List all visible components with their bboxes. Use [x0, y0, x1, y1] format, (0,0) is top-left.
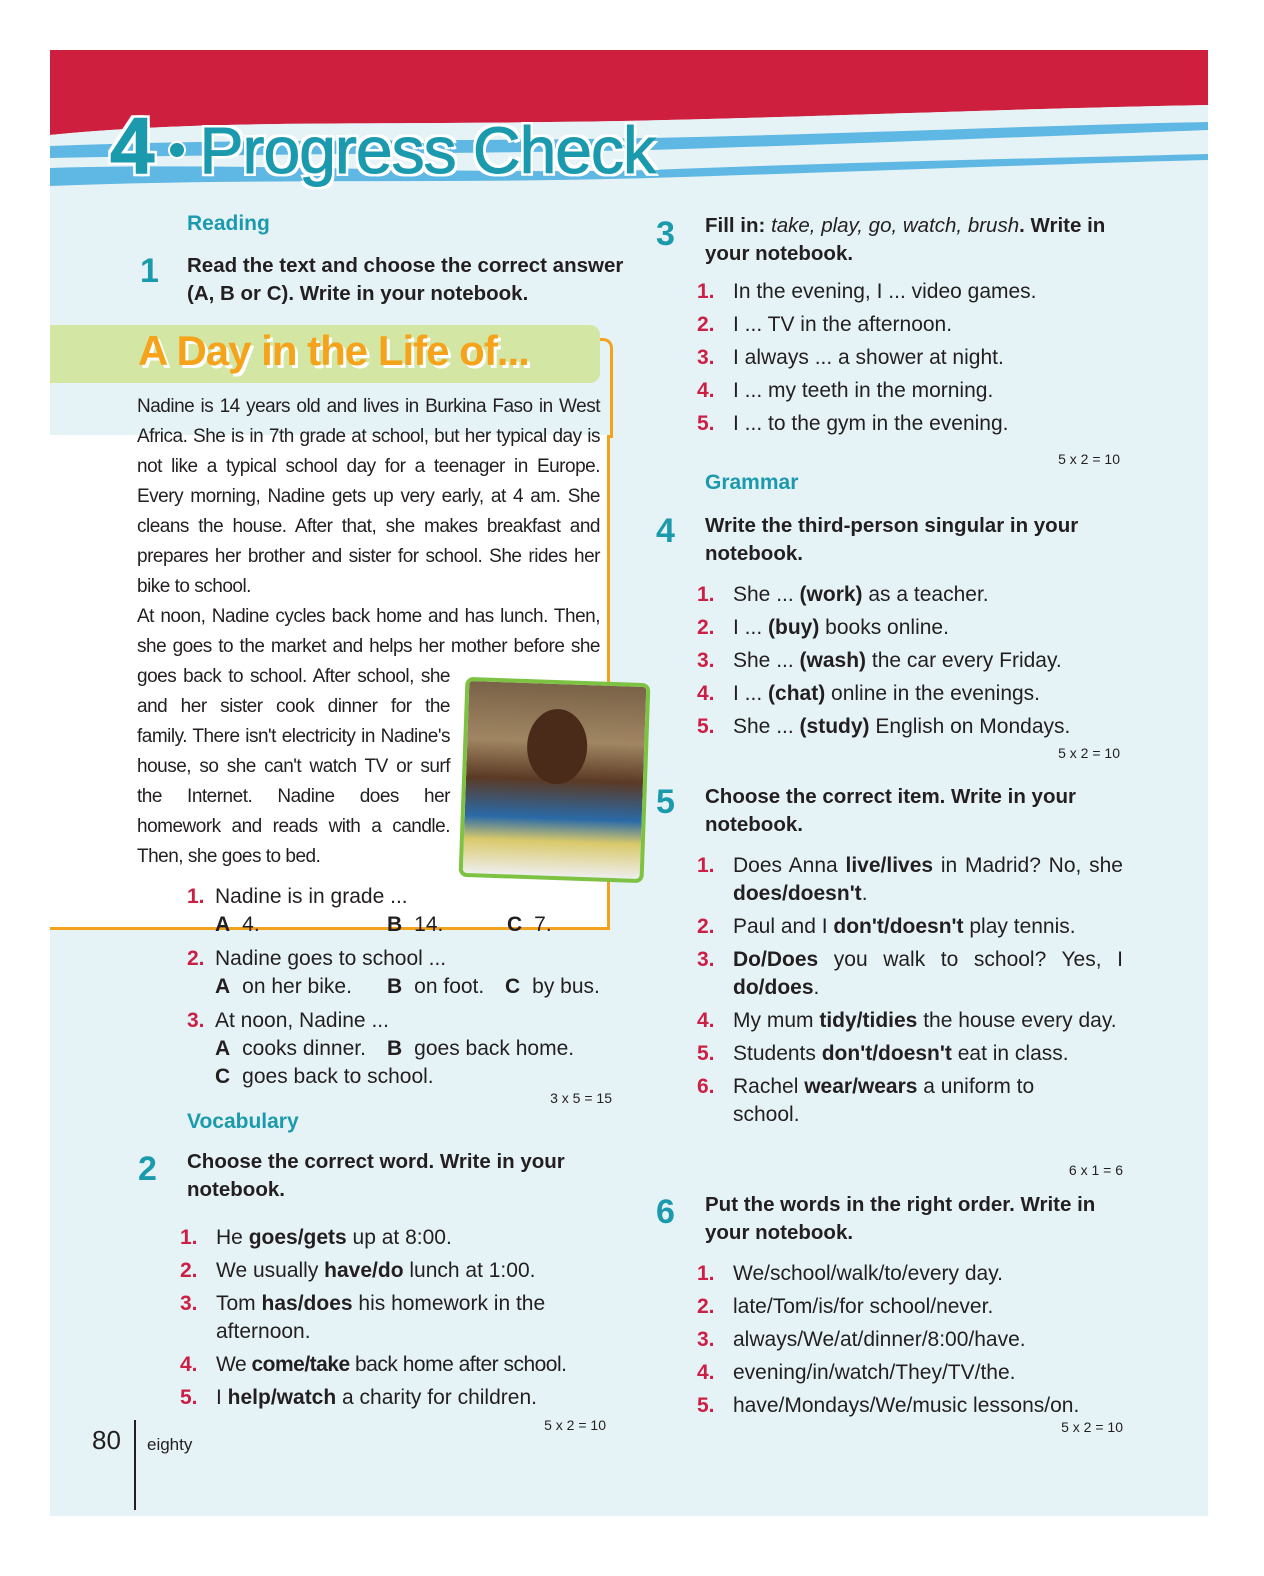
item-choice: has/does [261, 1292, 353, 1315]
option-letter: A [215, 975, 231, 998]
item-number: 4. [697, 682, 715, 705]
page-footer [92, 1425, 193, 1456]
textbook-page [50, 50, 1208, 1516]
page-word: eighty [147, 1435, 193, 1454]
option-letter: A [215, 1037, 231, 1060]
question-text: Nadine goes to school ... [215, 947, 447, 970]
item-text: in Madrid? No, she [933, 854, 1123, 877]
item-number: 3. [697, 1328, 715, 1351]
item-choice: Do/Does [733, 948, 819, 971]
instruction-label: Fill in: [705, 214, 766, 237]
footer-divider [134, 1420, 136, 1510]
item-number: 5. [697, 412, 715, 435]
question-number: 1. [187, 885, 205, 908]
unit-number: 4 [110, 101, 154, 190]
list-item [697, 1359, 1147, 1387]
ex3-items [697, 278, 1147, 443]
item-text: We/school/walk/to/every day. [733, 1262, 1004, 1285]
item-text: I ... [733, 616, 769, 639]
item-text: always/We/at/dinner/8:00/have. [733, 1328, 1026, 1351]
title-text: Progress Check [199, 113, 656, 187]
section-grammar: Grammar [705, 471, 799, 494]
list-item [697, 1073, 1123, 1129]
word-bank: take, play, go, watch, brush [771, 214, 1020, 237]
item-text: I ... to the gym in the evening. [733, 412, 1009, 435]
item-number: 5. [697, 1394, 715, 1417]
list-item [697, 278, 1147, 306]
item-text: play tennis. [963, 915, 1076, 938]
option-a: 4. [242, 913, 260, 936]
item-text: Tom [216, 1292, 262, 1315]
option-c: by bus. [532, 975, 600, 998]
item-number: 5. [697, 715, 715, 738]
item-text: We usually [216, 1259, 325, 1282]
option-b: goes back home. [414, 1037, 575, 1060]
option-letter: C [215, 1065, 231, 1088]
item-text: the car every Friday. [866, 649, 1062, 672]
section-vocabulary: Vocabulary [187, 1110, 299, 1133]
exercise-number: 2 [138, 1150, 157, 1188]
section-reading: Reading [187, 212, 270, 235]
item-text: English on Mondays. [869, 715, 1071, 738]
item-text: up at 8:00. [346, 1226, 452, 1249]
option-c: 7. [534, 913, 552, 936]
option-letter: B [387, 1037, 403, 1060]
grammar-items [697, 581, 1147, 746]
option-c: goes back to school. [242, 1065, 434, 1088]
score: 5 x 2 = 10 [1061, 1419, 1123, 1435]
list-item [697, 1007, 1123, 1035]
item-verb: (study) [799, 715, 870, 738]
item-choice: tidy/tidies [819, 1009, 918, 1032]
item-text: back home after school. [349, 1353, 567, 1376]
instruction-text: . Write in your notebook. [705, 214, 1106, 265]
ex5-items [697, 852, 1123, 1134]
list-item [697, 647, 1147, 675]
ex6-items [697, 1260, 1147, 1425]
item-text: In the evening, I ... video games. [733, 280, 1037, 303]
item-choice: does/doesn't [733, 882, 862, 905]
exercise-number: 1 [140, 252, 159, 290]
item-text: I ... [733, 682, 769, 705]
exercise-instruction: Write the third-person singular in your notebook. [705, 514, 1079, 565]
option-b: on foot. [414, 975, 485, 998]
item-number: 4. [180, 1353, 198, 1376]
option-letter: B [387, 975, 403, 998]
question [187, 945, 627, 1001]
item-number: 6. [697, 1075, 715, 1098]
item-choice: live/lives [845, 854, 934, 877]
option-b: 14. [414, 913, 444, 936]
score: 6 x 1 = 6 [1068, 1162, 1123, 1178]
item-text: She ... [733, 649, 800, 672]
item-choice: help/watch [227, 1386, 337, 1409]
exercise-instruction [705, 212, 1125, 268]
question-number: 2. [187, 947, 205, 970]
passage-paragraph: Nadine is 14 years old and lives in Burkina Faso in West Africa. She is in 7th grade at school, but her typical day is not like a typical school day for a teenager in Europe. Every morning, Nadine gets up very early, at 4 am. She cleans the house. After that, she makes breakfast and prepares her brother and sister for school. She rides her bike to school. [137, 396, 600, 597]
option-letter: B [387, 913, 403, 936]
story-title-bar [50, 325, 600, 383]
exercise-instruction: Put the words in the right order. Write in your notebook. [705, 1193, 1096, 1244]
question-text: Nadine is in grade ... [215, 885, 408, 908]
item-number: 5. [697, 1042, 715, 1065]
item-number: 3. [180, 1292, 198, 1315]
exercise-number: 4 [656, 512, 675, 550]
item-number: 3. [697, 948, 715, 971]
item-text: books online. [819, 616, 949, 639]
item-number: 1. [697, 854, 715, 877]
list-item [697, 913, 1123, 941]
question [187, 883, 627, 939]
item-text: Rachel [733, 1075, 805, 1098]
list-item [697, 1392, 1147, 1420]
item-number: 4. [697, 379, 715, 402]
option-letter: A [215, 913, 231, 936]
option-letter: C [507, 913, 523, 936]
item-text: have/Mondays/We/music lessons/on. [733, 1394, 1080, 1417]
item-number: 2. [697, 915, 715, 938]
item-verb: (work) [799, 583, 863, 606]
score: 5 x 2 = 10 [1058, 745, 1120, 761]
item-text: He [216, 1226, 249, 1249]
item-text: . [813, 976, 820, 999]
list-item [697, 1040, 1123, 1068]
item-text: lunch at 1:00. [403, 1259, 536, 1282]
item-number: 2. [697, 616, 715, 639]
list-item [697, 410, 1147, 438]
item-text: Students [733, 1042, 822, 1065]
item-verb: (chat) [768, 682, 826, 705]
option-a: on her bike. [242, 975, 352, 998]
item-choice: have/do [324, 1259, 404, 1282]
item-text: I ... TV in the afternoon. [733, 313, 953, 336]
photo-nadine [459, 677, 651, 883]
item-verb: (wash) [799, 649, 867, 672]
item-number: 1. [697, 583, 715, 606]
item-verb: (buy) [768, 616, 820, 639]
item-number: 3. [697, 649, 715, 672]
item-text: I always ... a shower at night. [733, 346, 1004, 369]
list-item [697, 713, 1147, 741]
item-text: late/Tom/is/for school/never. [733, 1295, 994, 1318]
list-item [180, 1290, 620, 1346]
question-number: 3. [187, 1009, 205, 1032]
item-number: 2. [697, 1295, 715, 1318]
item-text: eat in class. [951, 1042, 1069, 1065]
page-title [110, 100, 655, 192]
item-number: 4. [697, 1009, 715, 1032]
exercise-number: 3 [656, 215, 675, 253]
item-number: 2. [180, 1259, 198, 1282]
item-text: She ... [733, 583, 800, 606]
item-number: 1. [697, 280, 715, 303]
list-item [697, 581, 1147, 609]
item-number: 4. [697, 1361, 715, 1384]
list-item [180, 1224, 620, 1252]
item-text: online in the evenings. [825, 682, 1041, 705]
exercise-instruction: Choose the correct word. Write in your notebook. [187, 1150, 565, 1201]
list-item [697, 1293, 1147, 1321]
list-item [697, 614, 1147, 642]
list-item [180, 1384, 620, 1412]
passage-paragraph: At noon, Nadine cycles back home and has lunch. Then, she goes to the market and helps her mother before she goes back to school. After school, she and her sister cook dinner for the family. There isn't electricity in Nadine's house, so she can't watch TV or surf the Internet. Nadine does her homework and reads with a candle. Then, she goes to bed. [137, 606, 600, 867]
item-text: . [861, 882, 868, 905]
item-text: She ... [733, 715, 800, 738]
item-number: 1. [180, 1226, 198, 1249]
question [187, 1007, 627, 1091]
title-dot [168, 141, 186, 159]
item-text: Does Anna [733, 854, 846, 877]
item-choice: goes/gets [248, 1226, 347, 1249]
item-text: I [216, 1386, 228, 1409]
score: 3 x 5 = 15 [550, 1090, 612, 1106]
story-title: A Day in the Life of... [138, 327, 529, 374]
reading-questions [187, 883, 627, 1091]
list-item [697, 946, 1123, 1002]
list-item [697, 344, 1147, 372]
score: 5 x 2 = 10 [1058, 451, 1120, 467]
score: 5 x 2 = 10 [544, 1417, 606, 1433]
vocab-items [180, 1224, 620, 1417]
option-letter: C [505, 975, 521, 998]
exercise-number: 5 [656, 783, 675, 821]
item-text: a uniform to school. [733, 1075, 1035, 1126]
item-choice: come/take [251, 1353, 350, 1376]
item-number: 3. [697, 346, 715, 369]
list-item [697, 852, 1123, 908]
item-choice: don't/doesn't [821, 1042, 952, 1065]
list-item [697, 1260, 1147, 1288]
list-item [180, 1351, 620, 1379]
list-item [697, 311, 1147, 339]
item-text: the house every day. [917, 1009, 1117, 1032]
item-text: My mum [733, 1009, 820, 1032]
item-text: his homework in the afternoon. [216, 1292, 546, 1343]
item-choice: don't/doesn't [833, 915, 964, 938]
item-text: We [216, 1353, 252, 1376]
item-choice: do/does [733, 976, 814, 999]
item-text: as a teacher. [862, 583, 989, 606]
item-text: you walk to school? Yes, I [818, 948, 1123, 971]
item-number: 5. [180, 1386, 198, 1409]
item-text: evening/in/watch/They/TV/the. [733, 1361, 1016, 1384]
exercise-instruction: Read the text and choose the correct answer (A, B or C). Write in your notebook. [187, 254, 624, 305]
item-text: Paul and I [733, 915, 834, 938]
item-number: 1. [697, 1262, 715, 1285]
item-number: 2. [697, 313, 715, 336]
exercise-instruction: Choose the correct item. Write in your notebook. [705, 785, 1076, 836]
option-a: cooks dinner. [242, 1037, 366, 1060]
item-text: I ... my teeth in the morning. [733, 379, 994, 402]
list-item [697, 680, 1147, 708]
item-choice: wear/wears [804, 1075, 918, 1098]
exercise-number: 6 [656, 1193, 675, 1231]
list-item [180, 1257, 620, 1285]
item-text: a charity for children. [336, 1386, 537, 1409]
question-text: At noon, Nadine ... [215, 1009, 389, 1032]
list-item [697, 377, 1147, 405]
page-number: 80 [92, 1425, 121, 1455]
list-item [697, 1326, 1147, 1354]
